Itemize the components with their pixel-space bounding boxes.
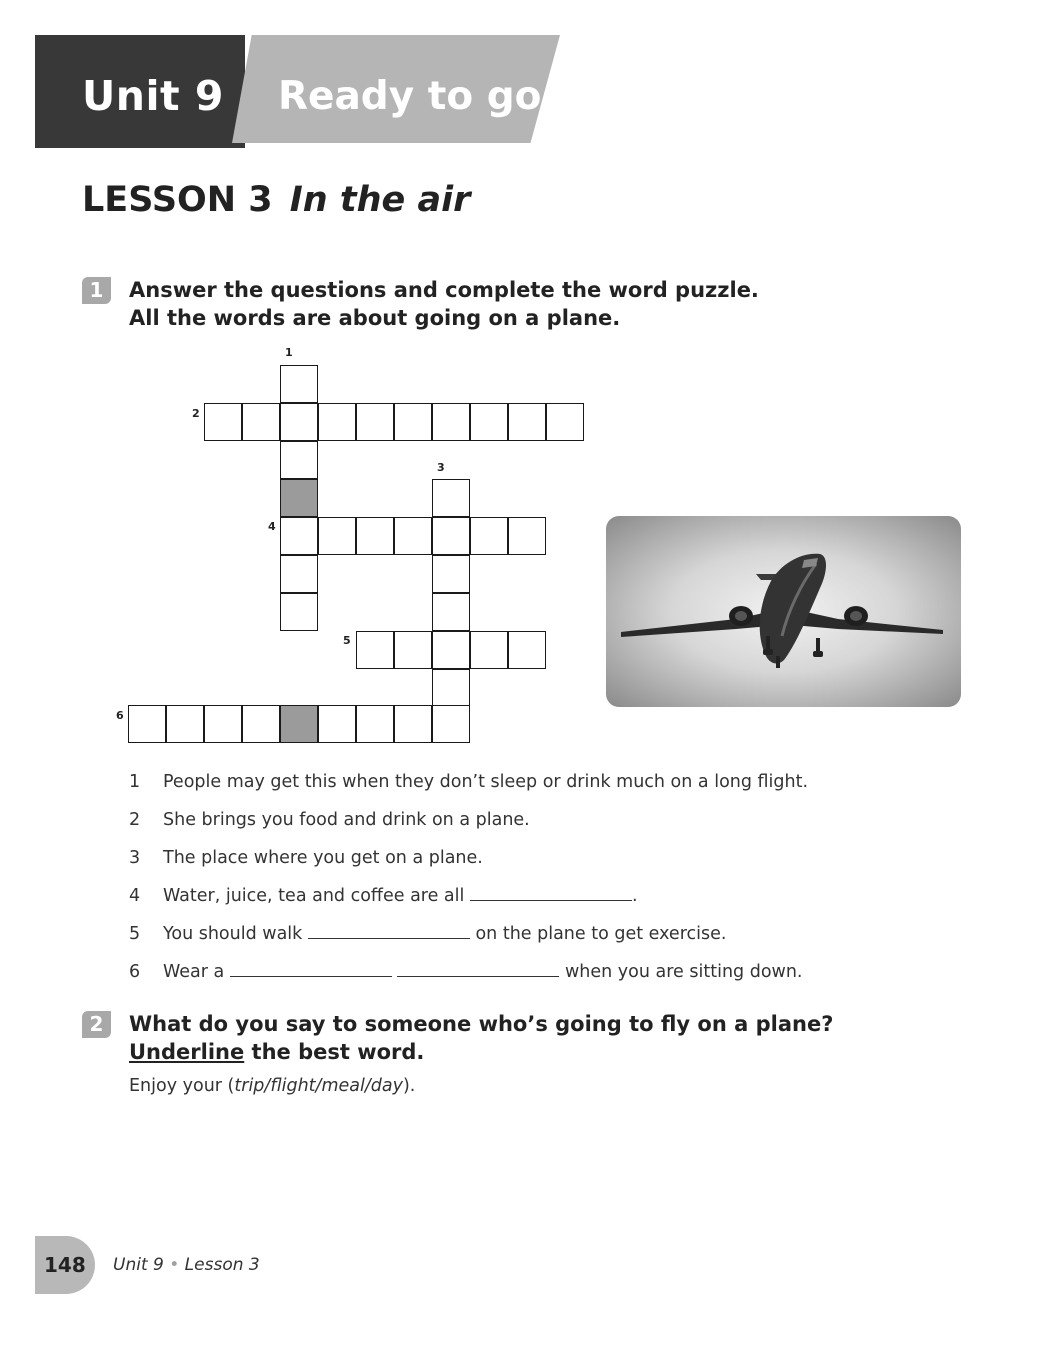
clue-row-number: 4 [129,886,141,906]
clue-row-number: 5 [129,924,141,944]
grid-box[interactable] [356,705,394,743]
clue-row-number: 1 [129,772,141,792]
clue-text: The place where you get on a plane. [163,848,483,868]
clue-number-4: 4 [268,520,276,533]
clue-number-3: 3 [437,461,445,474]
footer-separator: • [169,1255,180,1275]
answer-options[interactable]: trip/flight/meal/day [234,1076,403,1096]
airplane-photo [606,516,961,707]
exercise-2-badge: 2 [82,1011,111,1038]
exercise-2-instruction-line-2 [129,1038,424,1066]
grid-box[interactable] [508,403,546,441]
clue-text: Water, juice, tea and coffee are all [163,886,465,906]
grid-box[interactable] [432,593,470,631]
footer-lesson: Lesson 3 [184,1255,260,1275]
exercise-2-instruction-line-1: What do you say to someone who’s going to fly on a plane? [129,1012,834,1036]
clue-text: . [631,886,638,906]
instruction-rest: the best word. [251,1040,425,1064]
grid-box[interactable] [394,631,432,669]
grid-box[interactable] [546,403,584,441]
clue-text: She brings you food and drink on a plane. [163,810,530,830]
grid-box[interactable] [432,479,470,517]
clue-number-2: 2 [192,407,200,420]
underline-word: Underline [129,1040,245,1064]
grid-box-shaded[interactable] [280,705,318,743]
clue-number-1: 1 [285,346,293,359]
lesson-subtitle: In the air [289,180,471,220]
clue-number-5: 5 [343,634,351,647]
grid-box[interactable] [318,403,356,441]
clue-text: You should walk [163,924,303,944]
grid-box[interactable] [432,555,470,593]
grid-box[interactable] [280,403,318,441]
exercise-1-badge: 1 [82,277,111,304]
answer-blank[interactable] [308,924,470,939]
unit-label: Unit 9 [82,72,224,120]
grid-box[interactable] [508,631,546,669]
lesson-heading [82,180,470,220]
grid-box[interactable] [394,403,432,441]
answer-blank[interactable] [470,886,632,901]
footer-breadcrumb [113,1255,260,1275]
airplane-icon [606,516,961,707]
grid-box[interactable] [432,517,470,555]
grid-box[interactable] [318,705,356,743]
grid-box[interactable] [356,403,394,441]
grid-box[interactable] [432,669,470,707]
grid-box[interactable] [280,365,318,403]
exercise-1-instruction-line-1: Answer the questions and complete the word puzzle. [129,278,759,302]
grid-box[interactable] [470,631,508,669]
clue-row-number: 3 [129,848,141,868]
grid-box[interactable] [432,631,470,669]
answer-blank[interactable] [397,962,559,977]
answer-blank[interactable] [230,962,392,977]
unit-title: Ready to go [278,74,542,119]
grid-box[interactable] [128,705,166,743]
grid-box[interactable] [394,517,432,555]
grid-box[interactable] [432,705,470,743]
clue-text: People may get this when they don’t sleep or drink much on a long flight. [163,772,809,792]
footer-unit: Unit 9 [113,1255,164,1275]
clue-row-4 [129,886,638,906]
clue-row-1 [129,772,808,792]
grid-box[interactable] [356,631,394,669]
grid-box[interactable] [280,517,318,555]
grid-box[interactable] [356,517,394,555]
grid-box[interactable] [394,705,432,743]
grid-box[interactable] [470,517,508,555]
clue-text: on the plane to get exercise. [475,924,727,944]
exercise-1-instruction-line-2: All the words are about going on a plane. [129,306,621,330]
grid-box[interactable] [242,705,280,743]
grid-box[interactable] [204,403,242,441]
page-number: 148 [44,1253,86,1277]
answer-prefix: Enjoy your ( [129,1076,235,1096]
lesson-label: LESSON 3 [82,180,273,220]
clue-row-number: 6 [129,962,141,982]
clue-row-3 [129,848,483,868]
grid-box[interactable] [280,441,318,479]
grid-box[interactable] [470,403,508,441]
clue-row-5 [129,924,726,944]
grid-box[interactable] [242,403,280,441]
grid-box[interactable] [204,705,242,743]
clue-row-number: 2 [129,810,141,830]
clue-number-6: 6 [116,709,124,722]
grid-box-shaded[interactable] [280,479,318,517]
clue-text: when you are sitting down. [564,962,803,982]
grid-box[interactable] [166,705,204,743]
clue-row-2 [129,810,530,830]
grid-box[interactable] [280,555,318,593]
answer-suffix: ). [402,1076,416,1096]
clue-text: Wear a [163,962,225,982]
grid-box[interactable] [432,403,470,441]
grid-box[interactable] [508,517,546,555]
grid-box[interactable] [318,517,356,555]
exercise-2-answer [129,1076,415,1096]
clue-row-6 [129,962,803,982]
grid-box[interactable] [280,593,318,631]
